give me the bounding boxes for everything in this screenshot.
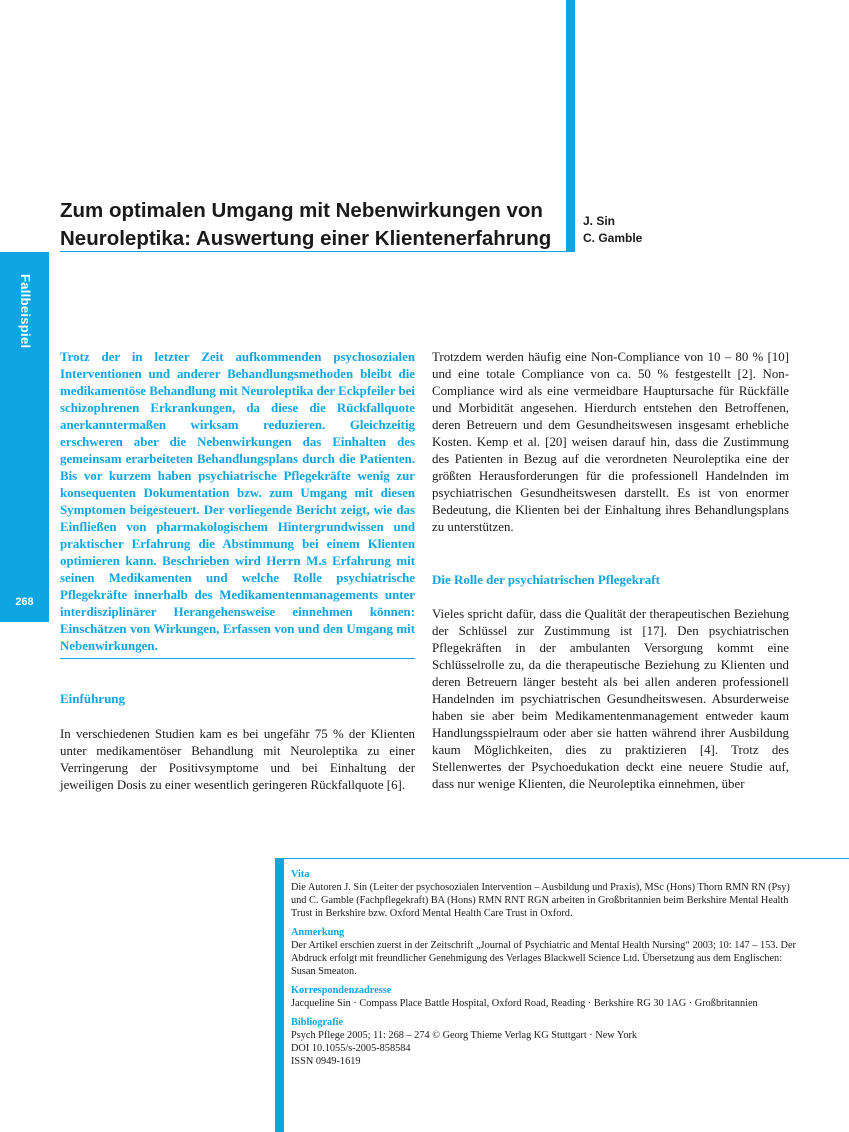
article-title: Zum optimalen Umgang mit Nebenwirkungen von Neuroleptika: Auswertung einer Klientenerfahrung [60, 199, 552, 250]
title-accent-bar [566, 0, 575, 252]
doi-line: DOI 10.1055/s-2005-858584 [291, 1043, 411, 1054]
right-column-body-2 [432, 606, 789, 793]
intro-heading: Einführung [60, 691, 126, 706]
abstract [60, 349, 415, 655]
note-section [291, 926, 796, 978]
bibliography-label: Bibliografie [291, 1017, 344, 1028]
abstract-divider [60, 658, 415, 659]
author-name: C. Gamble [583, 231, 643, 245]
vita-section [291, 868, 796, 920]
title-underline [60, 251, 575, 252]
note-text: Der Artikel erschien zuerst in der Zeitschrift „Journal of Psychiatric and Mental Health Nursing“ 2003; 10: 147 – 153. Der Abdruck erfolgt mit freundlicher Genehmigung des Verlages Blackwell Science Ltd. Übersetzung aus dem Englischen: Susan Smeaton. [291, 940, 796, 977]
body-paragraph: Trotzdem werden häufig eine Non-Compliance von 10 – 80 % [10] und eine totale Compliance von ca. 50 % festgestellt [2]. Non-Compliance wird als eine vermeidbare Hauptursache für Rückfälle und Morbidität angesehen. Hierdurch entstehen den Betroffenen, deren Betreuern und dem Gesundheitswesen insgesamt erhebliche Kosten. Kemp et al. [20] weisen darauf hin, dass die Zustimmung des Patienten in Bezug auf die verordneten Neuroleptika eine der größten Herausforderungen für die professionell Handelnden im psychiatrischen Gesundheitswesen darstellt. Es ist von enormer Bedeutung, die Klienten bei der Einhaltung ihres Behandlungsplans zu unterstützen. [432, 350, 789, 534]
author-list [583, 213, 642, 247]
address-text: Jacqueline Sin · Compass Place Battle Hospital, Oxford Road, Reading · Berkshire RG 30 1AG · Großbritannien [291, 998, 758, 1009]
right-column-body [432, 349, 789, 536]
info-box-accent-bar [275, 858, 284, 1132]
author-name: J. Sin [583, 214, 616, 228]
section-label: Fallbeispiel [18, 274, 33, 349]
vita-text: Die Autoren J. Sin (Leiter der psychosozialen Intervention – Ausbildung und Praxis), MSc (Hons) Thorn RMN RN (Psy) und C. Gamble (Fachpflegekraft) BA (Hons) RMN RNT RGN arbeiten in Großbritannien beim Berkshire Mental Health Trust in Berkshire bzw. Oxford Mental Health Care Trust in Oxford. [291, 882, 790, 919]
body-paragraph: Vieles spricht dafür, dass die Qualität der therapeutischen Beziehung der Schlüssel zur Zustimmung ist [17]. Den psychiatrischen Pflegekräften in der ambulanten Versorgung kommt eine Schlüsselrolle zu, da die therapeutische Beziehung zu Klienten und deren Betreuern länger besteht als bei allen anderen professionell Handelnden im psychiatrischen Gesundheitswesen. Absurderweise haben sie aber beim Medikamentenmanagement entweder kaum Handlungsspielraum oder aber sie hatten während ihrer Ausbildung kaum Möglichkeiten, dies zu praktizieren [4]. Trotz des Stellenwertes der Psychoedukation deckt eine neuere Studie auf, dass nur wenige Klienten, die Neuroleptika einnehmen, über [432, 607, 789, 791]
intro-body [60, 726, 415, 794]
note-label: Anmerkung [291, 927, 345, 938]
section-heading: Die Rolle der psychiatrischen Pflegekraft [432, 572, 660, 587]
intro-paragraph: In verschiedenen Studien kam es bei ungefähr 75 % der Klienten unter medikamentöser Behandlung mit Neuroleptika zu einer Verringerung der Positivsymptome und bei Einhaltung der jeweiligen Dosis zu einer wesentlich geringeren Rückfallquote [6]. [60, 727, 415, 792]
address-section [291, 984, 796, 1010]
vita-label: Vita [291, 869, 310, 880]
info-box [291, 868, 796, 1074]
issn-line: ISSN 0949-1619 [291, 1056, 361, 1067]
abstract-text: Trotz der in letzter Zeit aufkommenden psychosozialen Interventionen und anderer Behandlungsmethoden bleibt die medikamentöse Behandlung mit Neuroleptika der Eckpfeiler bei schizophrenen Erkrankungen, da diese die Rückfallquote anerkanntermaßen wirksam reduzieren. Gleichzeitig erschweren aber die Nebenwirkungen das Einhalten des gemeinsam erarbeiteten Behandlungsplans durch die Patienten. Bis vor kurzem haben psychiatrische Pflegekräfte wenig zur konsequenten Dokumentation bzw. zum Umgang mit diesen Symptomen beigesteuert. Der vorliegende Bericht zeigt, wie das Einfließen von pharmakologischem Hintergrundwissen und praktischer Erfahrung die Abstimmung bei einem Klienten optimieren kann. Beschrieben wird Herrn M.s Erfahrung mit seinen Medikamenten und welche Rolle psychiatrische Pflegekräfte innerhalb des Medikamentenmanagements unter interdisziplinärer Herangehensweise einnehmen können: Einschätzen von Wirkungen, Erfassen von und den Umgang mit Nebenwirkungen. [60, 350, 415, 653]
bibliography-section [291, 1016, 796, 1068]
info-box-top-rule [275, 858, 849, 859]
bibliography-line: Psych Pflege 2005; 11: 268 – 274 © Georg Thieme Verlag KG Stuttgart · New York [291, 1030, 638, 1041]
address-label: Korrespondenzadresse [291, 985, 392, 996]
page-number: 268 [15, 596, 34, 608]
